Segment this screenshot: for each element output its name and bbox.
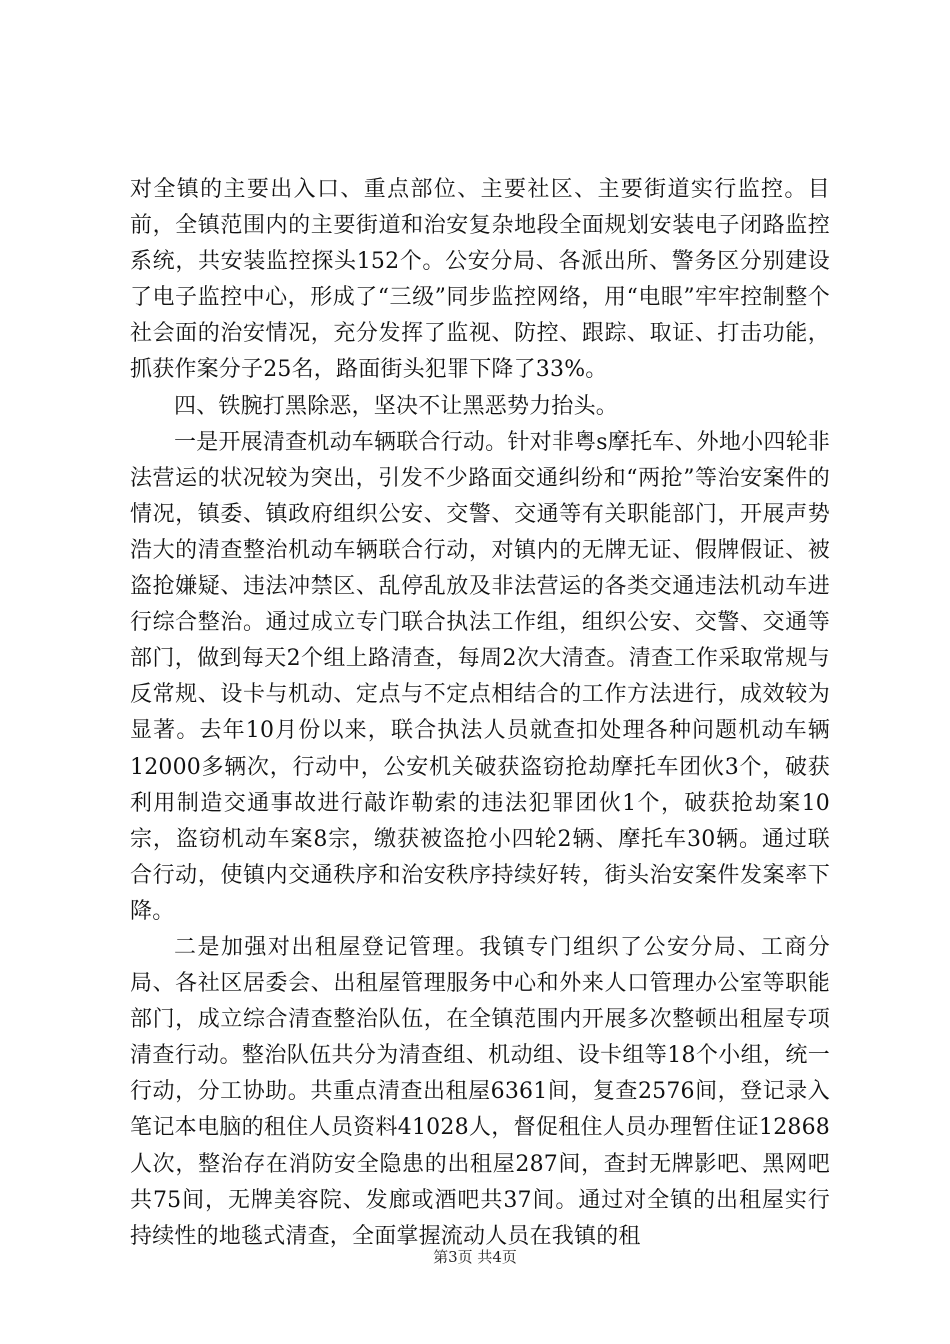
paragraph-surveillance: 对全镇的主要出入口、重点部位、主要社区、主要街道实行监控。目前，全镇范围内的主要街道和治安复杂地段全面规划安装电子闭路监控系统，共安装监控探头152个。公安分局、各派出所、警务区分别建设了电子监控中心，形成了“三级”同步监控网络，用“电眼”牢牢控制整个社会面的治安情况，充分发挥了监视、防控、跟踪、取证、打击功能，抓获作案分子25名，路面街头犯罪下降了33%。	[130, 177, 830, 383]
document-body	[130, 172, 830, 1255]
page-footer: 第3页 共4页	[433, 1248, 517, 1266]
paragraph-rental-management: 二是加强对出租屋登记管理。我镇专门组织了公安分局、工商分局、各社区居委会、出租屋管理服务中心和外来人口管理办公室等职能部门，成立综合清查整治队伍，在全镇范围内开展多次整顿出租屋专项清查行动。整治队伍共分为清查组、机动组、设卡组等18个小组，统一行动，分工协助。共重点清查出租屋6361间，复查2576间，登记录入笔记本电脑的租住人员资料41028人，督促租住人员办理暂住证12868人次，整治存在消防安全隐患的出租屋287间，查封无牌影吧、黑网吧共75间，无牌美容院、发廊或酒吧共37间。通过对全镇的出租屋实行持续性的地毯式清查，全面掌握流动人员在我镇的租	[130, 934, 830, 1249]
paragraph-vehicle-inspection: 一是开展清查机动车辆联合行动。针对非粤s摩托车、外地小四轮非法营运的状况较为突出，引发不少路面交通纠纷和“两抢”等治安案件的情况，镇委、镇政府组织公安、交警、交通等有关职能部门，开展声势浩大的清查整治机动车辆联合行动，对镇内的无牌无证、假牌假证、被盗抢嫌疑、违法冲禁区、乱停乱放及非法营运的各类交通违法机动车进行综合整治。通过成立专门联合执法工作组，组织公安、交警、交通等部门，做到每天2个组上路清查，每周2次大清查。清查工作采取常规与反常规、设卡与机动、定点与不定点相结合的工作方法进行，成效较为显著。去年10月份以来，联合执法人员就查扣处理各种问题机动车辆12000多辆次，行动中，公安机关破获盗窃抢劫摩托车团伙3个，破获利用制造交通事故进行敲诈勒索的违法犯罪团伙1个，破获抢劫案10宗，盗窃机动车案8宗，缴获被盗抢小四轮2辆、摩托车30辆。通过联合行动，使镇内交通秩序和治安秩序持续好转，街头治安案件发案率下降。	[130, 429, 830, 924]
section-heading-four: 四、铁腕打黑除恶，坚决不让黑恶势力抬头。	[174, 393, 619, 419]
